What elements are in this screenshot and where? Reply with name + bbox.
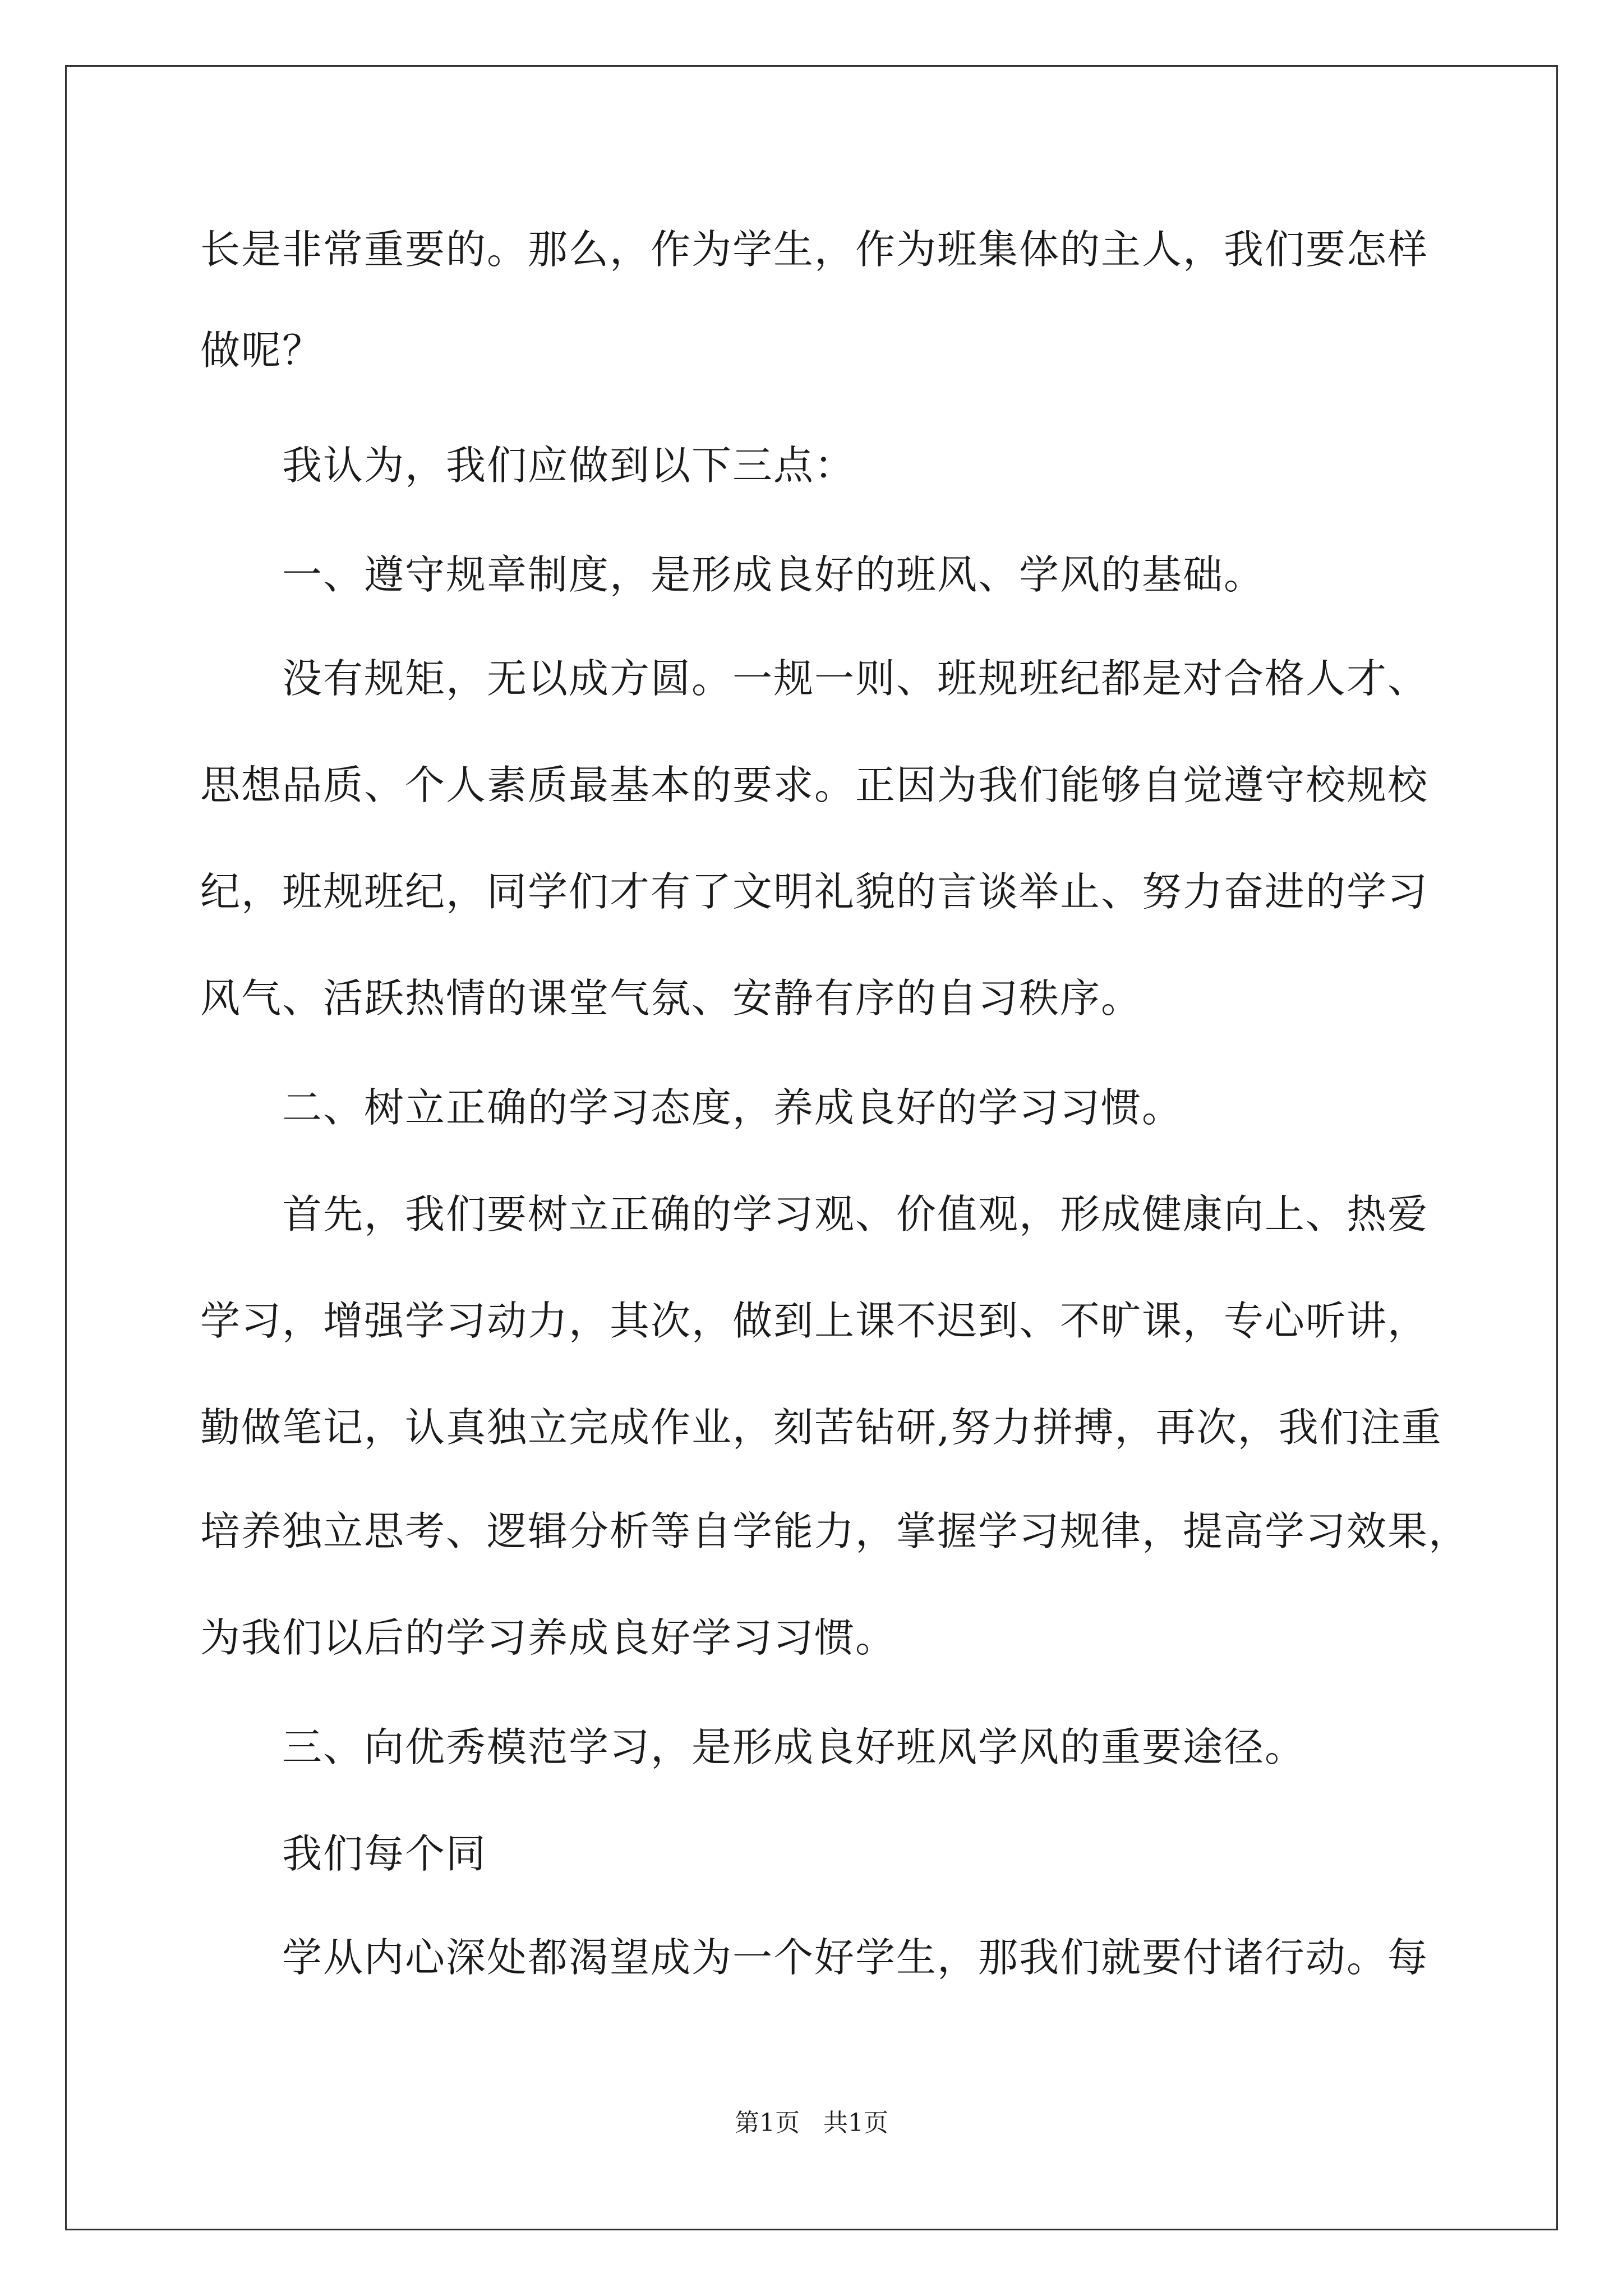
text-line: 培养独立思考、逻辑分析等自学能力，掌握学习规律，提高学习效果， xyxy=(200,1508,1470,1554)
text-line: 没有规矩，无以成方圆。一规一则、班规班纪都是对合格人才、 xyxy=(282,655,1429,702)
text-line: 我们每个同 xyxy=(282,1830,487,1877)
text-line: 一、遵守规章制度，是形成良好的班风、学风的基础。 xyxy=(282,551,1265,598)
text-line: 思想品质、个人素质最基本的要求。正因为我们能够自觉遵守校规校 xyxy=(200,762,1429,808)
text-line: 我认为，我们应做到以下三点： xyxy=(282,442,856,489)
page-footer: 第1页 共1页 xyxy=(735,2109,888,2137)
text-line: 学习，增强学习动力，其次，做到上课不迟到、不旷课，专心听讲， xyxy=(200,1297,1429,1344)
text-line: 长是非常重要的。那么，作为学生，作为班集体的主人，我们要怎样 xyxy=(200,226,1429,273)
text-line: 学从内心深处都渴望成为一个好学生，那我们就要付诸行动。每 xyxy=(282,1934,1429,1981)
text-line: 纪，班规班纪，同学们才有了文明礼貌的言谈举止、努力奋进的学习 xyxy=(200,868,1429,915)
page-border xyxy=(65,65,1558,2230)
text-line: 风气、活跃热情的课堂气氛、安静有序的自习秩序。 xyxy=(200,975,1142,1022)
text-line: 首先，我们要树立正确的学习观、价值观，形成健康向上、热爱 xyxy=(282,1191,1429,1237)
text-line: 三、向优秀模范学习，是形成良好班风学风的重要途径。 xyxy=(282,1724,1306,1770)
text-line: 勤做笔记，认真独立完成作业，刻苦钻研,努力拼搏，再次，我们注重 xyxy=(200,1404,1442,1451)
text-line: 做呢？ xyxy=(200,327,324,374)
text-line: 二、树立正确的学习态度，养成良好的学习习惯。 xyxy=(282,1084,1183,1131)
text-line: 为我们以后的学习养成良好学习习惯。 xyxy=(200,1614,897,1661)
